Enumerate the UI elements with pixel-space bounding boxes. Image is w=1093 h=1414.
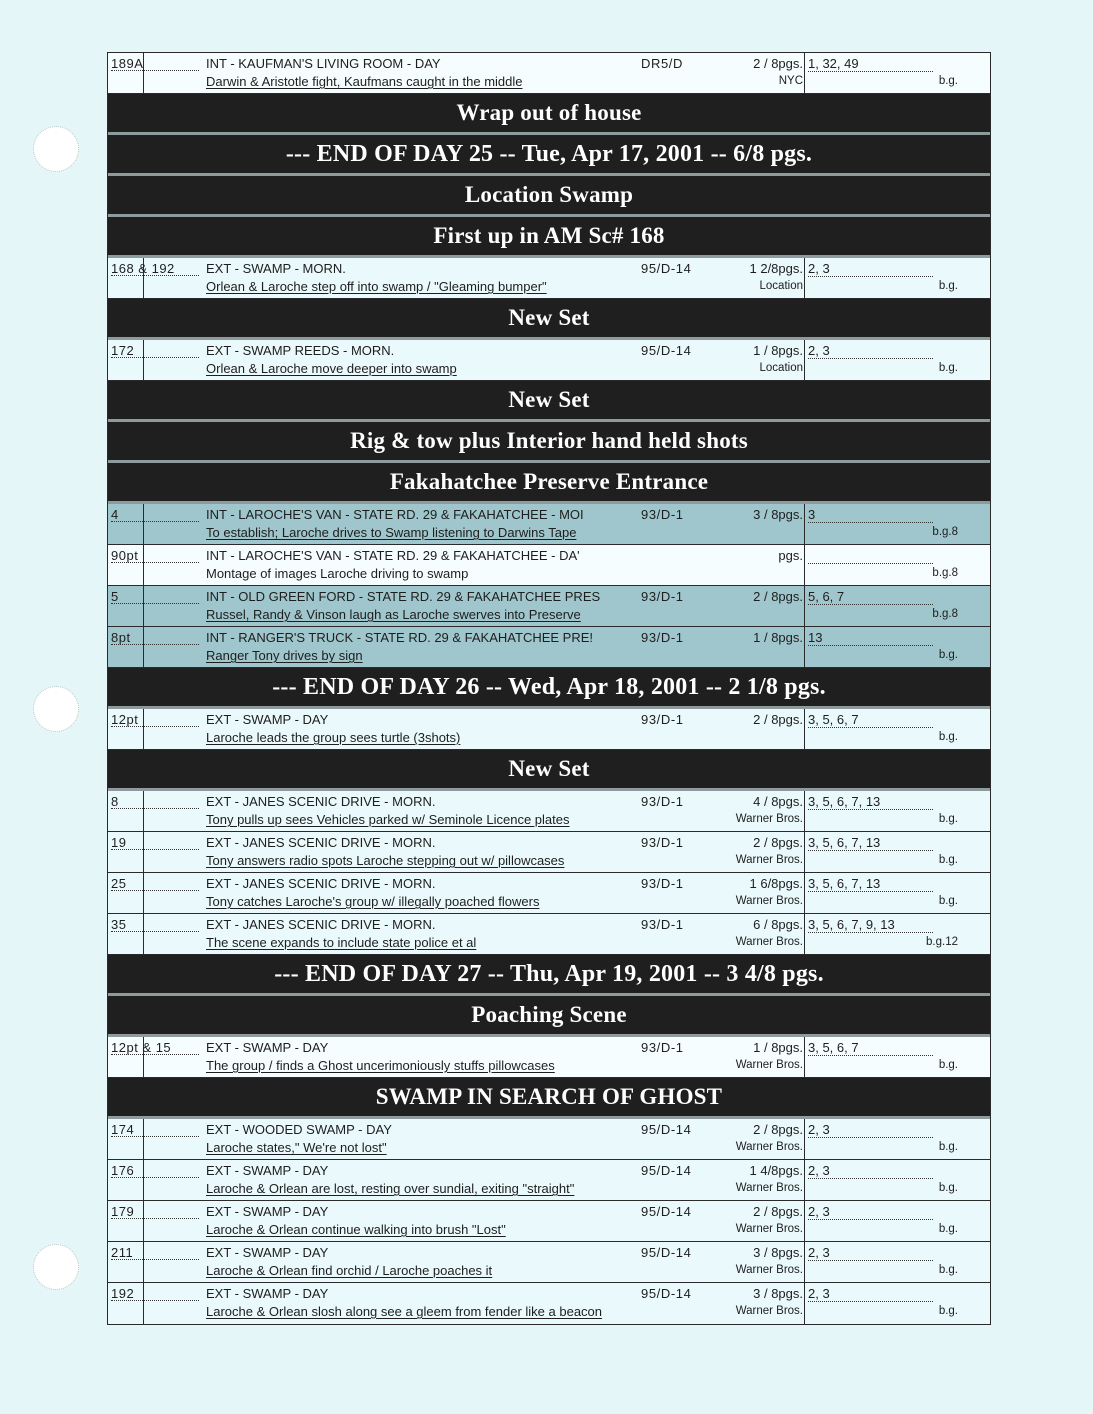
scene-row [108, 1242, 990, 1283]
scene-location: Warner Bros. [735, 1223, 803, 1235]
scene-cast-ids: 3, 5, 6, 7 [808, 1040, 933, 1056]
scene-page-count: 2 / 8pgs. [753, 835, 803, 850]
scene-heading: EXT - JANES SCENIC DRIVE - MORN. [206, 835, 436, 850]
scene-day-code: DR5/D [641, 56, 684, 71]
cast-cell [804, 1201, 805, 1241]
scene-cast-ids: 2, 3 [808, 1286, 933, 1302]
scene-day-code: 93/D-1 [641, 1040, 684, 1055]
scene-day-code: 95/D-14 [641, 343, 692, 358]
binder-hole-bottom [33, 1244, 79, 1290]
scene-page-count: 1 6/8pgs. [749, 876, 803, 891]
scene-cast-ids: 2, 3 [808, 1163, 933, 1179]
scene-page-count: 1 / 8pgs. [753, 343, 803, 358]
scene-background-count: b.g. [938, 362, 958, 374]
scene-page-count: pgs. [778, 548, 803, 563]
scene-day-code: 95/D-14 [641, 1286, 692, 1301]
schedule-banner: Location Swamp [108, 176, 990, 217]
scene-page-count: 1 / 8pgs. [753, 630, 803, 645]
scene-location: Warner Bros. [735, 813, 803, 825]
cast-cell [804, 53, 805, 93]
scene-cast-ids: 2, 3 [808, 343, 933, 359]
scene-heading: INT - KAUFMAN'S LIVING ROOM - DAY [206, 56, 441, 71]
scene-page-count: 4 / 8pgs. [753, 794, 803, 809]
scene-number: 176 [111, 1163, 135, 1178]
scene-cast-ids: 3, 5, 6, 7, 13 [808, 794, 933, 810]
scene-day-code: 95/D-14 [641, 1122, 692, 1137]
scene-row [108, 340, 990, 381]
cast-cell [804, 1037, 805, 1077]
scene-row [108, 258, 990, 299]
scene-page-count: 2 / 8pgs. [753, 712, 803, 727]
scene-cast-ids: 13 [808, 630, 933, 646]
scene-background-count: b.g. [938, 1059, 958, 1071]
cast-cell [804, 709, 805, 749]
scene-day-code: 95/D-14 [641, 261, 692, 276]
scene-heading: EXT - JANES SCENIC DRIVE - MORN. [206, 794, 436, 809]
scene-background-count: b.g.12 [926, 936, 958, 948]
scene-row [108, 627, 990, 668]
scene-background-count: b.g.8 [932, 608, 958, 620]
scene-background-count: b.g. [938, 75, 958, 87]
scene-number: 35 [111, 917, 127, 932]
scene-row [108, 586, 990, 627]
scene-heading: EXT - SWAMP - DAY [206, 1163, 329, 1178]
scene-location: Warner Bros. [735, 1182, 803, 1194]
scene-location: Warner Bros. [735, 1264, 803, 1276]
scene-location: Location [759, 362, 803, 374]
scene-row [108, 1037, 990, 1078]
scene-heading: EXT - SWAMP - DAY [206, 1204, 329, 1219]
scene-day-code: 93/D-1 [641, 712, 684, 727]
scene-day-code: 95/D-14 [641, 1245, 692, 1260]
binder-hole-top [33, 126, 79, 172]
scene-location: NYC [778, 75, 803, 87]
schedule-banner: New Set [108, 299, 990, 340]
scene-number: 172 [111, 343, 135, 358]
scene-day-code: 93/D-1 [641, 794, 684, 809]
scene-background-count: b.g. [938, 854, 958, 866]
scene-number: 211 [111, 1245, 134, 1260]
scene-page-count: 2 / 8pgs. [753, 1204, 803, 1219]
cast-cell [804, 627, 805, 667]
cast-cell [804, 1160, 805, 1200]
schedule-banner: Rig & tow plus Interior hand held shots [108, 422, 990, 463]
scene-background-count: b.g. [938, 731, 958, 743]
scene-row [108, 1201, 990, 1242]
scene-description: Laroche states," We're not lost" [206, 1140, 387, 1155]
scene-number: 25 [111, 876, 127, 891]
scene-page-count: 2 / 8pgs. [753, 56, 803, 71]
scene-heading: EXT - SWAMP REEDS - MORN. [206, 343, 395, 358]
scene-cast-ids: 5, 6, 7 [808, 589, 933, 605]
scene-page-count: 3 / 8pgs. [753, 1245, 803, 1260]
scene-description: Tony answers radio spots Laroche stepping out w/ pillowcases [206, 853, 565, 868]
schedule-banner: --- END OF DAY 27 -- Thu, Apr 19, 2001 -- 3 4/8 pgs. [108, 955, 990, 996]
scene-row [108, 504, 990, 545]
binder-hole-middle [33, 686, 79, 732]
scene-page-count: 1 2/8pgs. [749, 261, 803, 276]
scene-description: The group / finds a Ghost uncerimoniously stuffs pillowcases [206, 1058, 555, 1073]
scene-description: Darwin & Aristotle fight, Kaufmans caught in the middle [206, 74, 523, 89]
scene-number-rule [111, 521, 199, 522]
scene-number-rule [111, 1177, 199, 1178]
scene-number-rule [111, 931, 199, 932]
shooting-schedule-table [107, 52, 991, 1325]
cast-cell [804, 340, 805, 380]
scene-page-count: 2 / 8pgs. [753, 1122, 803, 1137]
schedule-banner: Fakahatchee Preserve Entrance [108, 463, 990, 504]
scene-number: 5 [111, 589, 119, 604]
scene-number-rule [111, 808, 199, 809]
cast-cell [804, 586, 805, 626]
scene-number-rule [111, 1300, 199, 1301]
scene-heading: EXT - WOODED SWAMP - DAY [206, 1122, 392, 1137]
scene-cast-ids: 3, 5, 6, 7 [808, 712, 933, 728]
scene-number-rule [111, 1218, 199, 1219]
schedule-banner: First up in AM Sc# 168 [108, 217, 990, 258]
cast-cell [804, 832, 805, 872]
scene-cast-ids: 1, 32, 49 [808, 56, 933, 72]
scene-number-rule [111, 644, 199, 645]
scene-number-rule [111, 1136, 199, 1137]
scene-heading: EXT - SWAMP - DAY [206, 1245, 329, 1260]
scene-number: 90pt [111, 548, 139, 563]
scene-heading: INT - OLD GREEN FORD - STATE RD. 29 & FAKAHATCHEE PRES [206, 589, 601, 604]
scene-page-count: 1 4/8pgs. [749, 1163, 803, 1178]
scene-description: Laroche leads the group sees turtle (3shots) [206, 730, 461, 745]
scene-heading: EXT - SWAMP - DAY [206, 1040, 329, 1055]
scene-description: Russel, Randy & Vinson laugh as Laroche swerves into Preserve [206, 607, 581, 622]
scene-description: Laroche & Orlean are lost, resting over sundial, exiting "straight" [206, 1181, 575, 1196]
scene-heading: EXT - SWAMP - DAY [206, 712, 329, 727]
scene-cast-ids: 3, 5, 6, 7, 13 [808, 876, 933, 892]
scene-location: Warner Bros. [735, 1059, 803, 1071]
schedule-banner: --- END OF DAY 25 -- Tue, Apr 17, 2001 -- 6/8 pgs. [108, 135, 990, 176]
scene-number-rule [111, 275, 199, 276]
scene-heading: EXT - JANES SCENIC DRIVE - MORN. [206, 876, 436, 891]
scene-number: 189A [111, 56, 144, 71]
cast-cell [804, 545, 805, 585]
scene-number-rule [111, 562, 199, 563]
scene-cast-ids: 3, 5, 6, 7, 9, 13 [808, 917, 933, 933]
scene-background-count: b.g. [938, 280, 958, 292]
scene-description: Orlean & Laroche move deeper into swamp [206, 361, 457, 376]
scene-number-rule [111, 849, 199, 850]
scene-description: Laroche & Orlean slosh along see a gleem from fender like a beacon [206, 1304, 603, 1319]
scene-number: 4 [111, 507, 119, 522]
scene-cast-ids: 3 [808, 507, 933, 523]
scene-number: 8pt [111, 630, 131, 645]
scene-number: 12pt [111, 712, 139, 727]
scene-day-code: 95/D-14 [641, 1163, 692, 1178]
scene-background-count: b.g. [938, 1182, 958, 1194]
scene-row [108, 709, 990, 750]
scene-number-rule [111, 890, 199, 891]
scene-cast-ids: 2, 3 [808, 1245, 933, 1261]
cast-cell [804, 504, 805, 544]
scene-day-code: 93/D-1 [641, 589, 684, 604]
scene-number-rule [111, 70, 199, 71]
scene-number-rule [111, 603, 199, 604]
scene-heading: INT - LAROCHE'S VAN - STATE RD. 29 & FAKAHATCHEE - DA' [206, 548, 580, 563]
scene-cast-ids [808, 548, 933, 564]
scene-number: 19 [111, 835, 127, 850]
scene-number-rule [111, 1259, 199, 1260]
scene-number: 168 & 192 [111, 261, 175, 276]
scene-heading: INT - RANGER'S TRUCK - STATE RD. 29 & FAKAHATCHEE PRE! [206, 630, 594, 645]
scene-heading: EXT - SWAMP - MORN. [206, 261, 346, 276]
scene-description: Laroche & Orlean continue walking into brush "Lost" [206, 1222, 506, 1237]
scene-location: Warner Bros. [735, 936, 803, 948]
scene-heading: EXT - JANES SCENIC DRIVE - MORN. [206, 917, 436, 932]
scene-location: Warner Bros. [735, 895, 803, 907]
cast-cell [804, 1283, 805, 1324]
scene-row [108, 1119, 990, 1160]
cast-cell [804, 791, 805, 831]
scene-cast-ids: 3, 5, 6, 7, 13 [808, 835, 933, 851]
scene-page-count: 3 / 8pgs. [753, 1286, 803, 1301]
scene-description: Laroche & Orlean find orchid / Laroche poaches it [206, 1263, 493, 1278]
scene-page-count: 1 / 8pgs. [753, 1040, 803, 1055]
scene-background-count: b.g.8 [932, 526, 958, 538]
scene-location: Warner Bros. [735, 854, 803, 866]
scene-number: 12pt & 15 [111, 1040, 172, 1055]
scene-location: Warner Bros. [735, 1305, 803, 1317]
scene-number: 192 [111, 1286, 135, 1301]
scene-row [108, 832, 990, 873]
scene-location: Location [759, 280, 803, 292]
cast-cell [804, 914, 805, 954]
cast-cell [804, 258, 805, 298]
scene-description: Tony pulls up sees Vehicles parked w/ Seminole Licence plates [206, 812, 570, 827]
scene-number: 8 [111, 794, 119, 809]
schedule-banner: New Set [108, 750, 990, 791]
scene-day-code: 93/D-1 [641, 630, 684, 645]
scene-row [108, 914, 990, 955]
scene-row [108, 1283, 990, 1324]
scene-row [108, 1160, 990, 1201]
cast-cell [804, 1242, 805, 1282]
scene-description: To establish; Laroche drives to Swamp listening to Darwins Tape [206, 525, 577, 540]
scene-page-count: 2 / 8pgs. [753, 589, 803, 604]
scene-number: 174 [111, 1122, 135, 1137]
scene-cast-ids: 2, 3 [808, 261, 933, 277]
scene-background-count: b.g. [938, 1141, 958, 1153]
scene-row [108, 791, 990, 832]
scene-cast-ids: 2, 3 [808, 1204, 933, 1220]
scene-background-count: b.g. [938, 1223, 958, 1235]
cast-cell [804, 873, 805, 913]
scene-background-count: b.g. [938, 1305, 958, 1317]
scene-page-count: 3 / 8pgs. [753, 507, 803, 522]
scene-day-code: 95/D-14 [641, 1204, 692, 1219]
scene-background-count: b.g. [938, 813, 958, 825]
scene-heading: EXT - SWAMP - DAY [206, 1286, 329, 1301]
scene-day-code: 93/D-1 [641, 507, 684, 522]
scene-location: Warner Bros. [735, 1141, 803, 1153]
scene-background-count: b.g. [938, 1264, 958, 1276]
scene-description: Tony catches Laroche's group w/ illegally poached flowers [206, 894, 540, 909]
scene-description: Montage of images Laroche driving to swamp [206, 566, 469, 581]
scene-number-rule [111, 726, 199, 727]
scene-description: Orlean & Laroche step off into swamp / "Gleaming bumper" [206, 279, 547, 294]
cast-cell [804, 1119, 805, 1159]
scene-cast-ids: 2, 3 [808, 1122, 933, 1138]
scene-day-code: 93/D-1 [641, 917, 684, 932]
schedule-banner: New Set [108, 381, 990, 422]
schedule-banner: Poaching Scene [108, 996, 990, 1037]
scene-row [108, 53, 990, 94]
scene-day-code: 93/D-1 [641, 835, 684, 850]
scene-number-rule [111, 1054, 199, 1055]
scene-row [108, 545, 990, 586]
scene-background-count: b.g. [938, 895, 958, 907]
scene-number-rule [111, 357, 199, 358]
scene-day-code: 93/D-1 [641, 876, 684, 891]
scene-page-count: 6 / 8pgs. [753, 917, 803, 932]
scene-background-count: b.g. [938, 649, 958, 661]
scene-number: 179 [111, 1204, 135, 1219]
scene-description: Ranger Tony drives by sign [206, 648, 363, 663]
scene-background-count: b.g.8 [932, 567, 958, 579]
schedule-banner: --- END OF DAY 26 -- Wed, Apr 18, 2001 -- 2 1/8 pgs. [108, 668, 990, 709]
schedule-banner: Wrap out of house [108, 94, 990, 135]
scene-description: The scene expands to include state police et al [206, 935, 477, 950]
scene-row [108, 873, 990, 914]
schedule-banner: SWAMP IN SEARCH OF GHOST [108, 1078, 990, 1119]
scene-heading: INT - LAROCHE'S VAN - STATE RD. 29 & FAKAHATCHEE - MOI [206, 507, 584, 522]
